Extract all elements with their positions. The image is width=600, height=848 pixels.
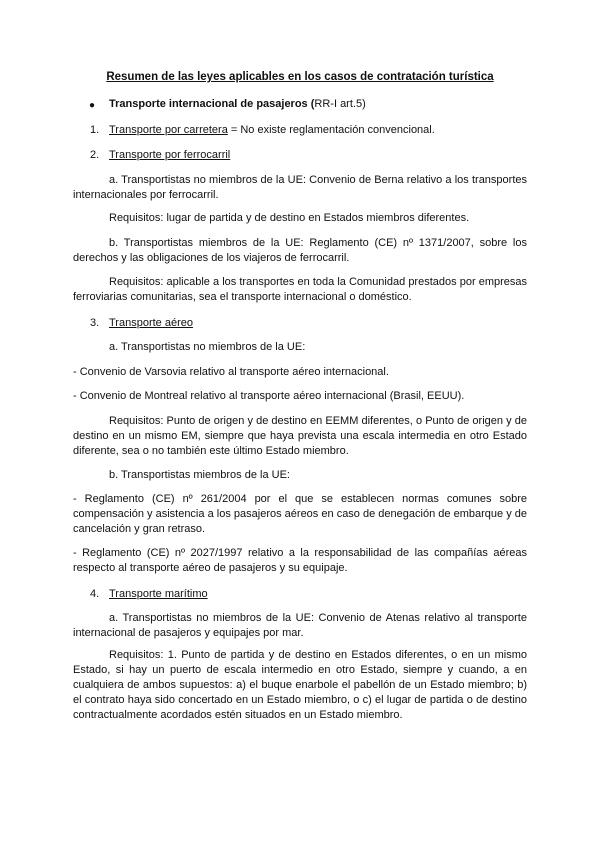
- document-title: Resumen de las leyes aplicables en los casos de contratación turística: [106, 71, 494, 83]
- item-sea-label: Transporte marítimo: [109, 588, 208, 600]
- rail-a-paragraph: a. Transportistas no miembros de la UE: Convenio de Berna relativo a los transportes internacionales por ferrocarril.: [73, 174, 527, 201]
- item-number-4: 4.: [90, 588, 100, 600]
- air-a-item-2: - Convenio de Montreal relativo al transporte aéreo internacional (Brasil, EEUU).: [73, 390, 465, 402]
- air-b-paragraph: b. Transportistas miembros de la UE:: [109, 469, 290, 481]
- sea-a-paragraph: a. Transportistas no miembros de la UE: Convenio de Atenas relativo al transporte internacional de pasajeros y equipajes por mar.: [73, 612, 527, 639]
- item-air-label: Transporte aéreo: [109, 317, 193, 329]
- item-road-label: Transporte por carretera: [109, 124, 228, 136]
- air-b-item-1: - Reglamento (CE) nº 261/2004 por el que se establecen normas comunes sobre compensación y asistencia a los pasajeros aéreos en caso de denegación de embarque y de cancelación y gran retraso.: [73, 493, 527, 535]
- item-rail-label: Transporte por ferrocarril: [109, 149, 231, 161]
- rail-b-paragraph: b. Transportistas miembros de la UE: Reglamento (CE) nº 1371/2007, sobre los derechos y las obligaciones de los viajeros de ferrocarril.: [73, 237, 527, 264]
- rail-a-requirements: Requisitos: lugar de partida y de destino en Estados miembros diferentes.: [109, 212, 470, 224]
- air-a-item-1: - Convenio de Varsovia relativo al transporte aéreo internacional.: [73, 366, 389, 378]
- item-road: [109, 123, 435, 138]
- section-heading: [109, 97, 366, 112]
- bullet-marker: ●: [89, 100, 96, 111]
- air-b-item-2: - Reglamento (CE) nº 2027/1997 relativo a la responsabilidad de las compañías aéreas respecto al transporte aéreo de pasajeros y su equipaje.: [73, 547, 527, 574]
- item-road-text: = No existe reglamentación convencional.: [227, 124, 435, 136]
- item-number-2: 2.: [90, 149, 100, 161]
- section-heading-bold: Transporte internacional de pasajeros (: [109, 98, 315, 110]
- rail-b-requirements: Requisitos: aplicable a los transportes en toda la Comunidad prestados por empresas ferroviarias comunitarias, sea el transporte internacional o doméstico.: [73, 276, 527, 303]
- sea-a-requirements: Requisitos: 1. Punto de partida y de destino en Estados diferentes, o en un mismo Estado, si hay un puerto de escala intermedio en otro Estado, siempre y cuando, a en cualquiera de ambos supuestos: a) el buque enarbole el pabellón de un Estado miembro; b) el contrato haya sido concertado en un Estado miembro, o c) el lugar de partida o de destino contractualmente acordados estén situados en un Estado miembro.: [73, 649, 527, 721]
- item-number-3: 3.: [90, 317, 100, 329]
- section-heading-ref: RR-I art.5): [314, 98, 366, 110]
- air-a-paragraph: a. Transportistas no miembros de la UE:: [109, 341, 306, 353]
- air-a-requirements: Requisitos: Punto de origen y de destino en EEMM diferentes, o Punto de origen y de destino en un mismo EM, siempre que haya prevista una escala intermedia en otro Estado diferente, sea o no también este último Estado miembro.: [73, 415, 527, 457]
- item-number-1: 1.: [90, 124, 100, 136]
